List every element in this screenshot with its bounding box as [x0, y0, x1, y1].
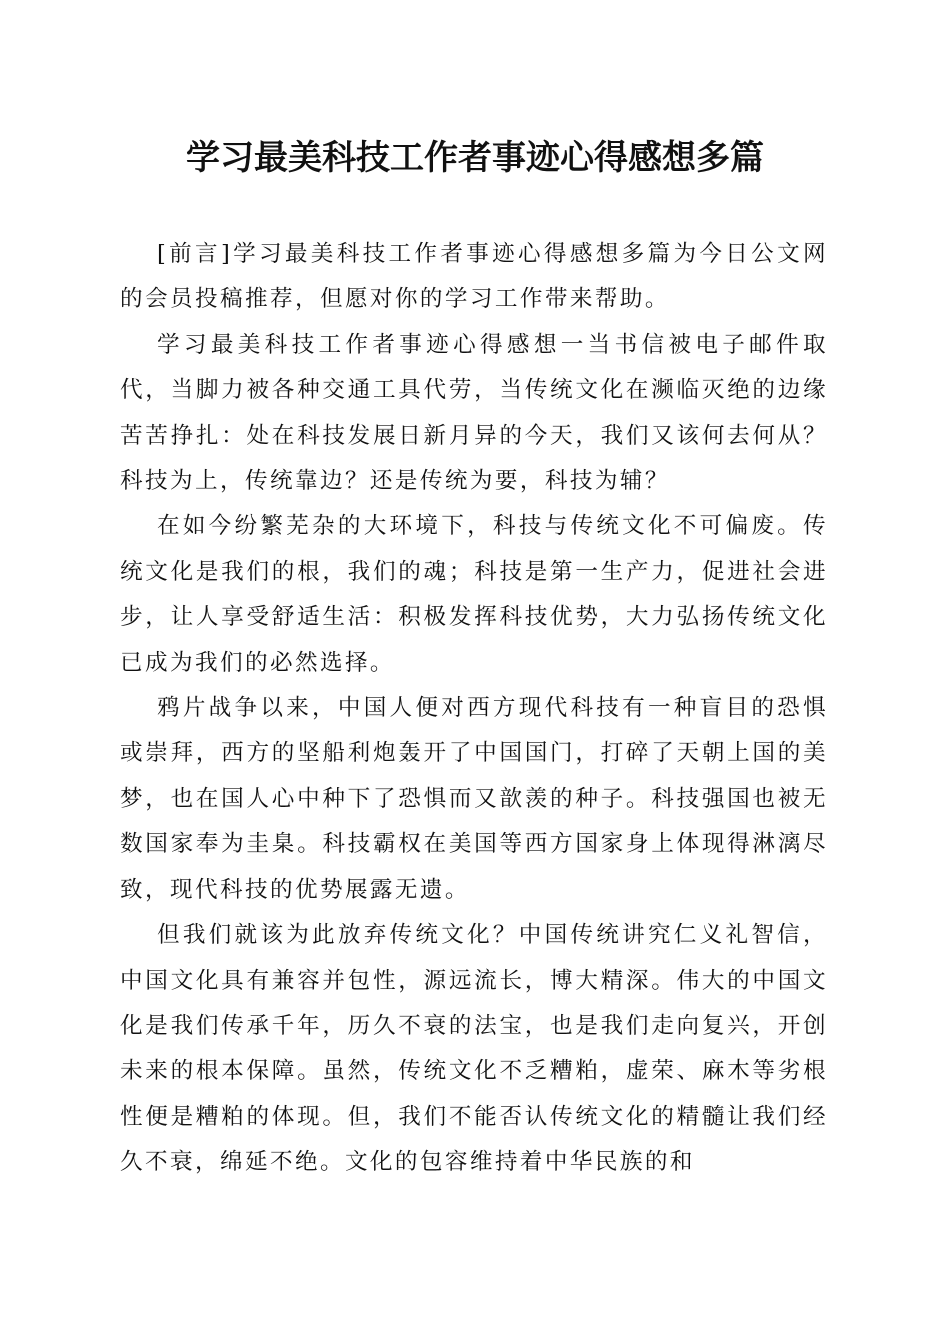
paragraph: 在如今纷繁芜杂的大环境下，科技与传统文化不可偏废。传统文化是我们的根，我们的魂；科技是第一生产力，促进社会进步，让人享受舒适生活：积极发挥科技优势，大力弘扬传统文化已成为我们的必然选择。 — [120, 513, 828, 676]
paragraph: 但我们就该为此放弃传统文化？中国传统讲究仁义礼智信，中国文化具有兼容并包性，源远流长，博大精深。伟大的中国文化是我们传承千年，历久不衰的法宝，也是我们走向复兴，开创未来的根本保障。虽然，传统文化不乏糟粕，虚荣、麻木等劣根性便是糟粕的体现。但，我们不能否认传统文化的精髓让我们经久不衰，绵延不绝。文化的包容维持着中华民族的和 — [120, 922, 828, 1176]
document-title: 学习最美科技工作者事迹心得感想多篇 — [186, 138, 764, 178]
paragraph-preface: [前言]学习最美科技工作者事迹心得感想多篇为今日公文网的会员投稿推荐，但愿对你的学习工作带来帮助。 — [120, 241, 828, 313]
paragraph: 鸦片战争以来，中国人便对西方现代科技有一种盲目的恐惧或崇拜，西方的坚船利炮轰开了中国国门，打碎了天朝上国的美梦，也在国人心中种下了恐惧而又歆羡的种子。科技强国也被无数国家奉为圭臬。科技霸权在美国等西方国家身上体现得淋漓尽致，现代科技的优势展露无遗。 — [120, 695, 828, 903]
document-body — [120, 232, 828, 1186]
paragraph: 学习最美科技工作者事迹心得感想一当书信被电子邮件取代，当脚力被各种交通工具代劳，当传统文化在濒临灭绝的边缘苦苦挣扎：处在科技发展日新月异的今天，我们又该何去何从？科技为上，传统靠边？还是传统为要，科技为辅？ — [120, 331, 828, 495]
